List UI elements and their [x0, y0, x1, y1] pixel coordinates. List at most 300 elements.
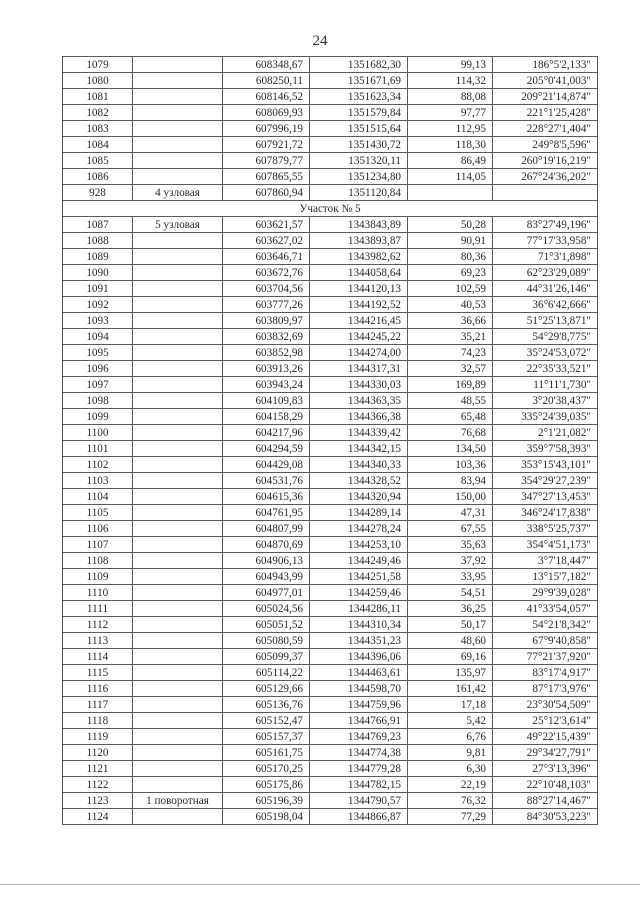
distance-cell: 50,17 [408, 617, 493, 633]
azimuth-cell: 51°25'13,871" [493, 313, 598, 329]
point-number-cell: 1083 [63, 121, 133, 137]
distance-cell: 36,66 [408, 313, 493, 329]
coord-y-cell: 1344782,15 [310, 777, 408, 793]
coord-y-cell: 1344759,96 [310, 697, 408, 713]
coord-y-cell: 1344463,61 [310, 665, 408, 681]
coord-y-cell: 1344779,28 [310, 761, 408, 777]
coord-y-cell: 1351120,84 [310, 185, 408, 201]
coord-x-cell: 603809,97 [223, 313, 310, 329]
distance-cell: 83,94 [408, 473, 493, 489]
azimuth-cell: 25°12'3,614" [493, 713, 598, 729]
distance-cell: 35,63 [408, 537, 493, 553]
distance-cell: 65,48 [408, 409, 493, 425]
point-number-cell: 1119 [63, 729, 133, 745]
point-type-cell [133, 745, 223, 761]
azimuth-cell: 77°17'33,958" [493, 233, 598, 249]
coord-x-cell: 603832,69 [223, 329, 310, 345]
azimuth-cell: 267°24'36,202" [493, 169, 598, 185]
coord-x-cell: 604294,59 [223, 441, 310, 457]
point-number-cell: 1118 [63, 713, 133, 729]
azimuth-cell: 335°24'39,035" [493, 409, 598, 425]
azimuth-cell: 221°1'25,428" [493, 105, 598, 121]
azimuth-cell: 44°31'26,146" [493, 281, 598, 297]
table-row [63, 585, 598, 601]
point-number-cell: 1096 [63, 361, 133, 377]
page-number: 24 [312, 33, 328, 49]
table-row [63, 409, 598, 425]
table-row [63, 441, 598, 457]
coord-y-cell: 1344259,46 [310, 585, 408, 601]
coord-x-cell: 604158,29 [223, 409, 310, 425]
coord-x-cell: 605152,47 [223, 713, 310, 729]
point-type-cell [133, 361, 223, 377]
point-number-cell: 1086 [63, 169, 133, 185]
distance-cell: 6,76 [408, 729, 493, 745]
point-type-cell [133, 713, 223, 729]
azimuth-cell: 87°17'3,976" [493, 681, 598, 697]
point-type-cell [133, 585, 223, 601]
coord-y-cell: 1344120,13 [310, 281, 408, 297]
coord-y-cell: 1343982,62 [310, 249, 408, 265]
distance-cell: 40,53 [408, 297, 493, 313]
coord-y-cell: 1344340,33 [310, 457, 408, 473]
distance-cell: 54,51 [408, 585, 493, 601]
coord-x-cell: 608250,11 [223, 73, 310, 89]
azimuth-cell: 22°35'33,521" [493, 361, 598, 377]
azimuth-cell [493, 185, 598, 201]
azimuth-cell: 260°19'16,219" [493, 153, 598, 169]
coord-x-cell: 605175,86 [223, 777, 310, 793]
table-row [63, 265, 598, 281]
point-number-cell: 928 [63, 185, 133, 201]
distance-cell: 99,13 [408, 57, 493, 73]
table-row [63, 505, 598, 521]
point-number-cell: 1084 [63, 137, 133, 153]
coord-y-cell: 1351430,72 [310, 137, 408, 153]
table-row [63, 457, 598, 473]
point-type-cell [133, 425, 223, 441]
coord-y-cell: 1344253,10 [310, 537, 408, 553]
coord-y-cell: 1344866,87 [310, 809, 408, 825]
distance-cell: 6,30 [408, 761, 493, 777]
coord-y-cell: 1344766,91 [310, 713, 408, 729]
point-number-cell: 1089 [63, 249, 133, 265]
coord-y-cell: 1344192,52 [310, 297, 408, 313]
distance-cell: 22,19 [408, 777, 493, 793]
coord-x-cell: 605196,39 [223, 793, 310, 809]
point-number-cell: 1100 [63, 425, 133, 441]
coord-x-cell: 608348,67 [223, 57, 310, 73]
point-number-cell: 1095 [63, 345, 133, 361]
distance-cell: 50,28 [408, 217, 493, 233]
azimuth-cell: 29°9'39,028" [493, 585, 598, 601]
coord-x-cell: 604977,01 [223, 585, 310, 601]
table-row [63, 361, 598, 377]
distance-cell: 5,42 [408, 713, 493, 729]
point-number-cell: 1122 [63, 777, 133, 793]
azimuth-cell: 347°27'13,453" [493, 489, 598, 505]
point-type-cell [133, 617, 223, 633]
coord-y-cell: 1344774,38 [310, 745, 408, 761]
table-row [63, 169, 598, 185]
coord-x-cell: 605129,66 [223, 681, 310, 697]
distance-cell: 9,81 [408, 745, 493, 761]
azimuth-cell: 205°0'41,003" [493, 73, 598, 89]
point-number-cell: 1094 [63, 329, 133, 345]
distance-cell: 135,97 [408, 665, 493, 681]
table-row [63, 313, 598, 329]
coord-x-cell: 604429,08 [223, 457, 310, 473]
point-type-cell [133, 73, 223, 89]
table-row [63, 713, 598, 729]
coord-y-cell: 1343893,87 [310, 233, 408, 249]
point-type-cell: 5 узловая [133, 217, 223, 233]
table-row [63, 89, 598, 105]
point-type-cell [133, 729, 223, 745]
point-type-cell [133, 121, 223, 137]
point-number-cell: 1117 [63, 697, 133, 713]
table-row [63, 329, 598, 345]
point-type-cell [133, 697, 223, 713]
point-type-cell [133, 601, 223, 617]
distance-cell: 48,60 [408, 633, 493, 649]
distance-cell: 114,32 [408, 73, 493, 89]
coord-x-cell: 605114,22 [223, 665, 310, 681]
point-type-cell [133, 633, 223, 649]
coord-x-cell: 603943,24 [223, 377, 310, 393]
coord-x-cell: 603646,71 [223, 249, 310, 265]
azimuth-cell: 67°9'40,858" [493, 633, 598, 649]
azimuth-cell: 83°17'4,917" [493, 665, 598, 681]
point-number-cell: 1098 [63, 393, 133, 409]
coord-y-cell: 1344320,94 [310, 489, 408, 505]
distance-cell: 69,23 [408, 265, 493, 281]
point-type-cell [133, 569, 223, 585]
distance-cell: 32,57 [408, 361, 493, 377]
coord-y-cell: 1344274,00 [310, 345, 408, 361]
point-number-cell: 1088 [63, 233, 133, 249]
table-row [63, 137, 598, 153]
point-number-cell: 1120 [63, 745, 133, 761]
coord-y-cell: 1344339,42 [310, 425, 408, 441]
point-type-cell [133, 329, 223, 345]
coord-y-cell: 1351682,30 [310, 57, 408, 73]
table-row [63, 233, 598, 249]
point-type-cell [133, 521, 223, 537]
coord-y-cell: 1344396,06 [310, 649, 408, 665]
azimuth-cell: 23°30'54,509" [493, 697, 598, 713]
point-number-cell: 1087 [63, 217, 133, 233]
azimuth-cell: 36°6'42,666" [493, 297, 598, 313]
coord-y-cell: 1344289,14 [310, 505, 408, 521]
coord-y-cell: 1344366,38 [310, 409, 408, 425]
point-type-cell [133, 457, 223, 473]
point-number-cell: 1079 [63, 57, 133, 73]
point-type-cell [133, 537, 223, 553]
point-number-cell: 1082 [63, 105, 133, 121]
coord-x-cell: 604761,95 [223, 505, 310, 521]
table-row [63, 473, 598, 489]
coord-y-cell: 1351623,34 [310, 89, 408, 105]
coord-x-cell: 607879,77 [223, 153, 310, 169]
table-row [63, 777, 598, 793]
point-number-cell: 1080 [63, 73, 133, 89]
azimuth-cell: 54°21'8,342" [493, 617, 598, 633]
coord-x-cell: 605051,52 [223, 617, 310, 633]
point-type-cell [133, 441, 223, 457]
table-row [63, 281, 598, 297]
coord-y-cell: 1344342,15 [310, 441, 408, 457]
point-type-cell: 4 узловая [133, 185, 223, 201]
table-row [63, 537, 598, 553]
point-number-cell: 1101 [63, 441, 133, 457]
coord-y-cell: 1343843,89 [310, 217, 408, 233]
distance-cell: 17,18 [408, 697, 493, 713]
point-number-cell: 1109 [63, 569, 133, 585]
distance-cell: 74,23 [408, 345, 493, 361]
table-row [63, 217, 598, 233]
point-type-cell [133, 345, 223, 361]
distance-cell: 47,31 [408, 505, 493, 521]
point-type-cell [133, 505, 223, 521]
distance-cell: 161,42 [408, 681, 493, 697]
distance-cell: 97,77 [408, 105, 493, 121]
azimuth-cell: 3°20'38,437" [493, 393, 598, 409]
table-row [63, 649, 598, 665]
point-number-cell: 1110 [63, 585, 133, 601]
section-row [63, 201, 598, 217]
point-number-cell: 1123 [63, 793, 133, 809]
coord-y-cell: 1344058,64 [310, 265, 408, 281]
coord-x-cell: 608069,93 [223, 105, 310, 121]
coord-x-cell: 603621,57 [223, 217, 310, 233]
azimuth-cell: 88°27'14,467" [493, 793, 598, 809]
distance-cell: 35,21 [408, 329, 493, 345]
coord-y-cell: 1344216,45 [310, 313, 408, 329]
coord-x-cell: 604217,96 [223, 425, 310, 441]
table-row [63, 249, 598, 265]
azimuth-cell: 62°23'29,089" [493, 265, 598, 281]
distance-cell: 67,55 [408, 521, 493, 537]
coord-x-cell: 604615,36 [223, 489, 310, 505]
coord-x-cell: 604109,83 [223, 393, 310, 409]
point-number-cell: 1099 [63, 409, 133, 425]
point-number-cell: 1103 [63, 473, 133, 489]
azimuth-cell: 29°34'27,791" [493, 745, 598, 761]
coord-y-cell: 1351234,80 [310, 169, 408, 185]
distance-cell: 36,25 [408, 601, 493, 617]
coord-y-cell: 1344769,23 [310, 729, 408, 745]
coord-x-cell: 605099,37 [223, 649, 310, 665]
distance-cell: 80,36 [408, 249, 493, 265]
section-title: Участок № 5 [63, 201, 598, 217]
distance-cell [408, 185, 493, 201]
azimuth-cell: 49°22'15,439" [493, 729, 598, 745]
point-type-cell [133, 649, 223, 665]
coord-x-cell: 603777,26 [223, 297, 310, 313]
table-row [63, 681, 598, 697]
azimuth-cell: 71°3'1,898" [493, 249, 598, 265]
table-row [63, 617, 598, 633]
distance-cell: 150,00 [408, 489, 493, 505]
azimuth-cell: 359°7'58,393" [493, 441, 598, 457]
distance-cell: 118,30 [408, 137, 493, 153]
azimuth-cell: 186°5'2,133" [493, 57, 598, 73]
distance-cell: 112,95 [408, 121, 493, 137]
coord-y-cell: 1344330,03 [310, 377, 408, 393]
table-row [63, 745, 598, 761]
table-block-top [63, 57, 598, 201]
coord-y-cell: 1344286,11 [310, 601, 408, 617]
scan-edge-line [0, 884, 640, 885]
table-row [63, 521, 598, 537]
point-type-cell [133, 137, 223, 153]
table-row [63, 105, 598, 121]
coord-x-cell: 604870,69 [223, 537, 310, 553]
coord-x-cell: 603852,98 [223, 345, 310, 361]
coord-y-cell: 1344363,35 [310, 393, 408, 409]
point-type-cell [133, 153, 223, 169]
point-number-cell: 1114 [63, 649, 133, 665]
azimuth-cell: 353°15'43,101" [493, 457, 598, 473]
azimuth-cell: 83°27'49,196" [493, 217, 598, 233]
distance-cell: 86,49 [408, 153, 493, 169]
point-number-cell: 1112 [63, 617, 133, 633]
point-type-cell [133, 233, 223, 249]
coord-x-cell: 605080,59 [223, 633, 310, 649]
distance-cell: 77,29 [408, 809, 493, 825]
azimuth-cell: 354°4'51,173" [493, 537, 598, 553]
azimuth-cell: 338°5'25,737" [493, 521, 598, 537]
table-row [63, 393, 598, 409]
point-type-cell [133, 761, 223, 777]
point-number-cell: 1105 [63, 505, 133, 521]
table-row [63, 633, 598, 649]
point-type-cell [133, 89, 223, 105]
coord-x-cell: 607996,19 [223, 121, 310, 137]
distance-cell: 134,50 [408, 441, 493, 457]
point-number-cell: 1111 [63, 601, 133, 617]
point-number-cell: 1097 [63, 377, 133, 393]
distance-cell: 114,05 [408, 169, 493, 185]
point-number-cell: 1091 [63, 281, 133, 297]
table-row [63, 345, 598, 361]
point-type-cell [133, 553, 223, 569]
azimuth-cell: 209°21'14,874" [493, 89, 598, 105]
coord-y-cell: 1344328,52 [310, 473, 408, 489]
coord-x-cell: 607921,72 [223, 137, 310, 153]
distance-cell: 76,68 [408, 425, 493, 441]
coord-x-cell: 605157,37 [223, 729, 310, 745]
azimuth-cell: 35°24'53,072" [493, 345, 598, 361]
point-type-cell [133, 297, 223, 313]
coord-y-cell: 1351579,84 [310, 105, 408, 121]
table-row [63, 729, 598, 745]
coord-y-cell: 1344790,57 [310, 793, 408, 809]
point-type-cell [133, 681, 223, 697]
distance-cell: 69,16 [408, 649, 493, 665]
table-row [63, 121, 598, 137]
azimuth-cell: 77°21'37,920" [493, 649, 598, 665]
point-number-cell: 1107 [63, 537, 133, 553]
azimuth-cell: 11°11'1,730" [493, 377, 598, 393]
azimuth-cell: 27°3'13,396" [493, 761, 598, 777]
table-row [63, 57, 598, 73]
point-type-cell [133, 489, 223, 505]
table-row [63, 489, 598, 505]
point-number-cell: 1090 [63, 265, 133, 281]
coord-y-cell: 1344249,46 [310, 553, 408, 569]
point-number-cell: 1124 [63, 809, 133, 825]
coord-x-cell: 605136,76 [223, 697, 310, 713]
coord-y-cell: 1344251,58 [310, 569, 408, 585]
azimuth-cell: 3°7'18,447" [493, 553, 598, 569]
point-number-cell: 1092 [63, 297, 133, 313]
coord-y-cell: 1344598,70 [310, 681, 408, 697]
point-type-cell [133, 809, 223, 825]
section-header [63, 201, 598, 217]
coord-x-cell: 608146,52 [223, 89, 310, 105]
table-row [63, 809, 598, 825]
table-block-section-5 [63, 217, 598, 825]
coord-x-cell: 605024,56 [223, 601, 310, 617]
point-type-cell [133, 249, 223, 265]
point-type-cell [133, 377, 223, 393]
distance-cell: 33,95 [408, 569, 493, 585]
table-row [63, 601, 598, 617]
coord-x-cell: 604943,99 [223, 569, 310, 585]
table-row [63, 553, 598, 569]
coord-x-cell: 605161,75 [223, 745, 310, 761]
azimuth-cell: 2°1'21,082" [493, 425, 598, 441]
table-row [63, 377, 598, 393]
distance-cell: 76,32 [408, 793, 493, 809]
point-number-cell: 1121 [63, 761, 133, 777]
point-number-cell: 1102 [63, 457, 133, 473]
azimuth-cell: 346°24'17,838" [493, 505, 598, 521]
azimuth-cell: 84°30'53,223" [493, 809, 598, 825]
coord-x-cell: 605170,25 [223, 761, 310, 777]
point-type-cell [133, 393, 223, 409]
coord-x-cell: 604906,13 [223, 553, 310, 569]
point-type-cell [133, 169, 223, 185]
point-number-cell: 1106 [63, 521, 133, 537]
coord-y-cell: 1351515,64 [310, 121, 408, 137]
point-number-cell: 1085 [63, 153, 133, 169]
azimuth-cell: 249°8'5,596" [493, 137, 598, 153]
azimuth-cell: 228°27'1,404" [493, 121, 598, 137]
table-row [63, 73, 598, 89]
table-row [63, 761, 598, 777]
point-number-cell: 1113 [63, 633, 133, 649]
azimuth-cell: 54°29'8,775" [493, 329, 598, 345]
point-type-cell [133, 265, 223, 281]
coord-x-cell: 603672,76 [223, 265, 310, 281]
coordinates-table [62, 56, 598, 825]
distance-cell: 103,36 [408, 457, 493, 473]
table-row [63, 793, 598, 809]
coord-x-cell: 604807,99 [223, 521, 310, 537]
coord-y-cell: 1344351,23 [310, 633, 408, 649]
coord-x-cell: 603704,56 [223, 281, 310, 297]
coord-y-cell: 1351671,69 [310, 73, 408, 89]
coord-x-cell: 607860,94 [223, 185, 310, 201]
point-number-cell: 1115 [63, 665, 133, 681]
point-type-cell [133, 57, 223, 73]
coord-y-cell: 1344245,22 [310, 329, 408, 345]
point-type-cell [133, 665, 223, 681]
point-type-cell [133, 473, 223, 489]
